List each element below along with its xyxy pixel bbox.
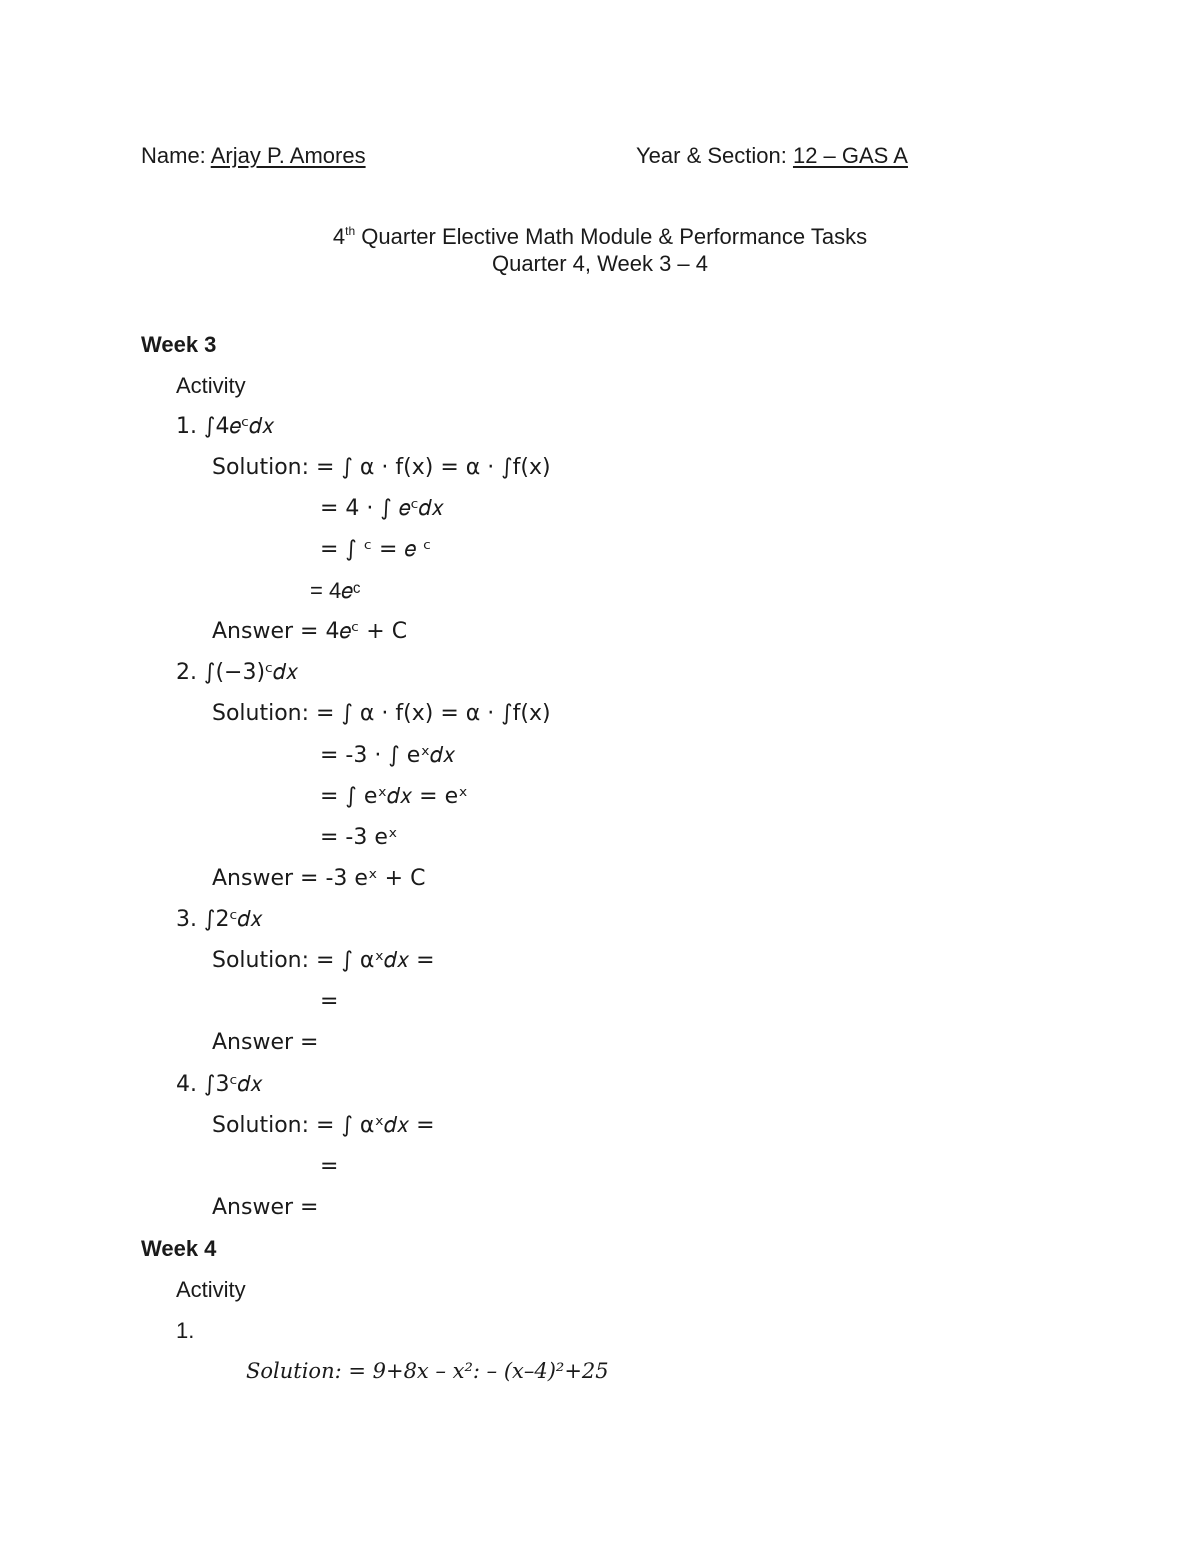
week3-heading: Week 3	[141, 332, 217, 357]
name-value: Arjay P. Amores	[210, 143, 366, 168]
week4-heading: Week 4	[141, 1236, 217, 1261]
week3-activity: Activity	[176, 373, 246, 398]
week3-line-15: Answer =	[212, 1030, 319, 1055]
title-line-1: 4th Quarter Elective Math Module & Performance Tasks	[332, 224, 868, 249]
section-label: Year & Section:	[636, 143, 793, 168]
week3-line-5: Answer = 4𝑒ᶜ + C	[212, 619, 408, 644]
week3-line-16: 4. ∫3ᶜ𝑑𝑥	[176, 1072, 263, 1097]
week3-line-17: Solution: = ∫ αˣ𝑑𝑥 =	[212, 1113, 435, 1138]
week3-line-7: Solution: = ∫ α · f(x) = α · ∫f(x)	[212, 701, 551, 726]
week3-line-12: 3. ∫2ᶜ𝑑𝑥	[176, 907, 263, 932]
week3-line-18: =	[320, 1154, 339, 1179]
week4-solution: Solution: = 9+8x – x²: – (x–4)²+25	[246, 1359, 609, 1383]
week3-line-0: 1. ∫4𝑒ᶜ𝑑𝑥	[176, 414, 275, 439]
week4-item-1: 1.	[176, 1318, 195, 1343]
name-label: Name:	[141, 143, 211, 168]
week3-line-9: = ∫ eˣ𝑑𝑥 = eˣ	[320, 784, 468, 809]
week3-line-1: Solution: = ∫ α · f(x) = α · ∫f(x)	[212, 455, 551, 480]
week3-line-3: = ∫ ᶜ = 𝑒 ᶜ	[320, 537, 432, 562]
week4-activity: Activity	[176, 1277, 246, 1302]
week3-line-11: Answer = -3 eˣ + C	[212, 866, 426, 891]
week3-line-6: 2. ∫(−3)ᶜ𝑑𝑥	[176, 660, 299, 685]
week3-line-8: = -3 · ∫ eˣ𝑑𝑥	[320, 743, 456, 768]
week3-line-19: Answer =	[212, 1195, 319, 1220]
title-line-2: Quarter 4, Week 3 – 4	[491, 251, 709, 276]
week3-line-14: =	[320, 989, 339, 1014]
week3-line-4: = 4𝑒ᶜ	[310, 578, 361, 603]
week3-line-13: Solution: = ∫ αˣ𝑑𝑥 =	[212, 948, 435, 973]
section-line	[636, 143, 908, 169]
name-line	[141, 143, 366, 169]
week3-line-2: = 4 · ∫ 𝑒ᶜ𝑑𝑥	[320, 496, 444, 521]
section-value: 12 – GAS A	[792, 143, 908, 168]
week3-line-10: = -3 eˣ	[320, 825, 398, 850]
